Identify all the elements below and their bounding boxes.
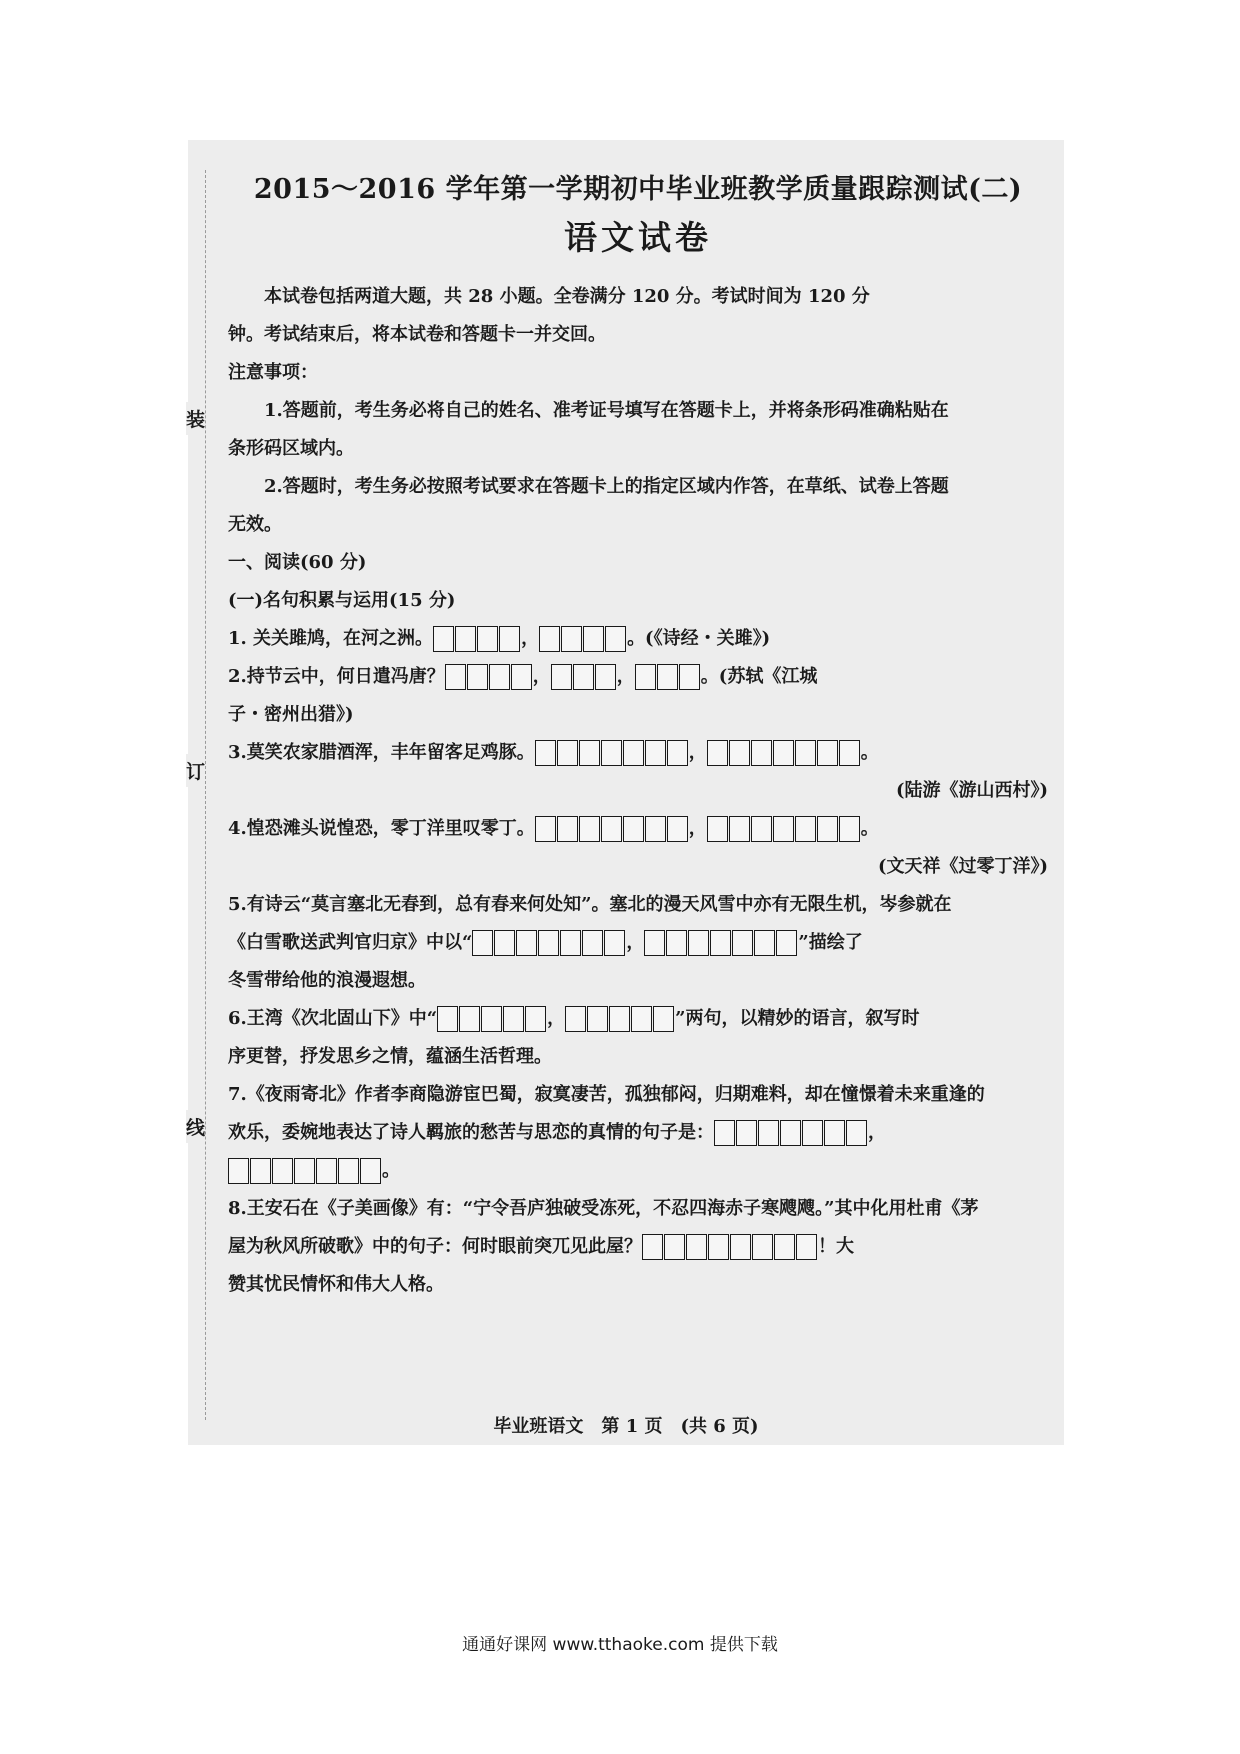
answer-box[interactable] bbox=[481, 1006, 502, 1032]
intro-line-2: 钟。考试结束后，将本试卷和答题卡一并交回。 bbox=[228, 324, 606, 345]
answer-box[interactable] bbox=[802, 1120, 823, 1146]
answer-box[interactable] bbox=[710, 930, 731, 956]
binding-mark-ding: 订 bbox=[186, 754, 205, 787]
answer-box[interactable] bbox=[839, 740, 860, 766]
answer-box[interactable] bbox=[316, 1158, 337, 1184]
notice-label: 注意事项： bbox=[228, 362, 318, 383]
rule-1-line-1: 1.答题前，考生务必将自己的姓名、准考证号填写在答题卡上，并将条形码准确粘贴在 bbox=[264, 400, 949, 421]
answer-box[interactable] bbox=[729, 816, 750, 842]
answer-box[interactable] bbox=[776, 930, 797, 956]
q4-source: (文天祥《过零丁洋》) bbox=[877, 856, 1048, 877]
q3-source: (陆游《游山西村》) bbox=[895, 780, 1048, 801]
answer-box[interactable] bbox=[511, 664, 532, 690]
answer-box[interactable] bbox=[579, 740, 600, 766]
answer-blank-group[interactable] bbox=[642, 1228, 818, 1266]
answer-box[interactable] bbox=[551, 664, 572, 690]
question-3 bbox=[228, 734, 1048, 772]
answer-box[interactable] bbox=[573, 664, 594, 690]
answer-box[interactable] bbox=[824, 1120, 845, 1146]
answer-box[interactable] bbox=[773, 740, 794, 766]
answer-box[interactable] bbox=[601, 740, 622, 766]
q4-text: 4.惶恐滩头说惶恐，零丁洋里叹零丁。 bbox=[228, 818, 535, 839]
q3-end: 。 bbox=[860, 742, 879, 763]
answer-box[interactable] bbox=[707, 740, 728, 766]
page-footer: 毕业班语文 第 1 页 (共 6 页) bbox=[493, 1416, 759, 1437]
section-heading: 一、阅读(60 分) bbox=[228, 552, 367, 573]
answer-box[interactable] bbox=[582, 930, 603, 956]
rule-1-line-2: 条形码区域内。 bbox=[228, 438, 354, 459]
question-4 bbox=[228, 810, 1048, 848]
answer-box[interactable] bbox=[459, 1006, 480, 1032]
q6-text: 6.王湾《次北固山下》中“ bbox=[228, 1008, 438, 1029]
answer-box[interactable] bbox=[535, 816, 556, 842]
answer-box[interactable] bbox=[635, 664, 656, 690]
answer-box[interactable] bbox=[795, 816, 816, 842]
question-5-line-3: 冬雪带给他的浪漫遐想。 bbox=[228, 970, 426, 991]
answer-box[interactable] bbox=[605, 626, 626, 652]
answer-box[interactable] bbox=[666, 930, 687, 956]
answer-box[interactable] bbox=[623, 816, 644, 842]
q7-sep: ， bbox=[868, 1122, 886, 1143]
q7-end: 。 bbox=[382, 1160, 400, 1181]
answer-blank-group[interactable] bbox=[535, 810, 689, 848]
q3-sep: ， bbox=[688, 742, 707, 763]
answer-box[interactable] bbox=[601, 816, 622, 842]
answer-box[interactable] bbox=[752, 1234, 773, 1260]
answer-blank-group[interactable] bbox=[228, 1152, 382, 1190]
answer-box[interactable] bbox=[645, 816, 666, 842]
answer-box[interactable] bbox=[445, 664, 466, 690]
answer-box[interactable] bbox=[595, 664, 616, 690]
answer-box[interactable] bbox=[539, 626, 560, 652]
answer-box[interactable] bbox=[667, 816, 688, 842]
answer-blank-group[interactable] bbox=[714, 1114, 868, 1152]
question-7-line-3 bbox=[228, 1152, 1048, 1190]
answer-box[interactable] bbox=[561, 626, 582, 652]
q1-sep: ， bbox=[521, 628, 540, 649]
intro-line-1: 本试卷包括两道大题，共 28 小题。全卷满分 120 分。考试时间为 120 分 bbox=[264, 286, 870, 307]
answer-box[interactable] bbox=[773, 816, 794, 842]
answer-box[interactable] bbox=[644, 930, 665, 956]
q5-end: ”描绘了 bbox=[798, 932, 863, 953]
answer-box[interactable] bbox=[642, 1234, 663, 1260]
answer-box[interactable] bbox=[609, 1006, 630, 1032]
q5-text: 《白雪歌送武判官归京》中以“ bbox=[228, 932, 473, 953]
q2-sep: ， bbox=[616, 666, 635, 687]
question-7-line-2 bbox=[228, 1114, 1048, 1152]
q2-sep: ， bbox=[532, 666, 551, 687]
answer-box[interactable] bbox=[467, 664, 488, 690]
answer-box[interactable] bbox=[736, 1120, 757, 1146]
answer-box[interactable] bbox=[250, 1158, 271, 1184]
q5-sep: ， bbox=[626, 932, 645, 953]
answer-box[interactable] bbox=[754, 930, 775, 956]
question-8-line-2 bbox=[228, 1228, 1048, 1266]
answer-box[interactable] bbox=[758, 1120, 779, 1146]
answer-box[interactable] bbox=[774, 1234, 795, 1260]
answer-box[interactable] bbox=[433, 626, 454, 652]
answer-box[interactable] bbox=[538, 930, 559, 956]
q6-end: ”两句，以精妙的语言，叙写时 bbox=[675, 1008, 920, 1029]
answer-blank-group[interactable] bbox=[635, 658, 701, 696]
answer-box[interactable] bbox=[455, 626, 476, 652]
answer-box[interactable] bbox=[503, 1006, 524, 1032]
exam-title: 2015～2016 学年第一学期初中毕业班教学质量跟踪测试(二) bbox=[253, 174, 1023, 205]
answer-box[interactable] bbox=[645, 740, 666, 766]
question-7-line-1: 7.《夜雨寄北》作者李商隐游宦巴蜀，寂寞凄苦，孤独郁闷，归期难料，却在憧憬着未来重逢的 bbox=[228, 1084, 985, 1105]
answer-blank-group[interactable] bbox=[472, 924, 626, 962]
exam-subtitle: 语文试卷 bbox=[564, 218, 712, 257]
answer-box[interactable] bbox=[657, 664, 678, 690]
answer-box[interactable] bbox=[839, 816, 860, 842]
answer-box[interactable] bbox=[714, 1120, 735, 1146]
answer-box[interactable] bbox=[653, 1006, 674, 1032]
question-6-line-2: 序更替，抒发思乡之情，蕴涵生活哲理。 bbox=[228, 1046, 552, 1067]
answer-box[interactable] bbox=[664, 1234, 685, 1260]
answer-blank-group[interactable] bbox=[565, 1000, 675, 1038]
answer-box[interactable] bbox=[796, 1234, 817, 1260]
answer-box[interactable] bbox=[338, 1158, 359, 1184]
q4-end: 。 bbox=[860, 818, 879, 839]
question-5-line-1: 5.有诗云“莫言塞北无春到，总有春来何处知”。塞北的漫天风雪中亦有无限生机，岑参就在 bbox=[228, 894, 952, 915]
answer-box[interactable] bbox=[795, 740, 816, 766]
answer-blank-group[interactable] bbox=[437, 1000, 547, 1038]
q2-line-2: 子・密州出猎》) bbox=[228, 704, 354, 725]
answer-box[interactable] bbox=[751, 740, 772, 766]
q2-text: 2.持节云中，何日遣冯唐？ bbox=[228, 666, 445, 687]
answer-box[interactable] bbox=[583, 626, 604, 652]
q7-text: 欢乐，委婉地表达了诗人羁旅的愁苦与思恋的真情的句子是： bbox=[228, 1122, 714, 1143]
answer-blank-group[interactable] bbox=[644, 924, 798, 962]
q8-end: ！大 bbox=[818, 1236, 854, 1257]
answer-box[interactable] bbox=[489, 664, 510, 690]
q2-source: 。(苏轼《江城 bbox=[700, 666, 818, 687]
answer-box[interactable] bbox=[688, 930, 709, 956]
answer-box[interactable] bbox=[557, 816, 578, 842]
part-heading: (一)名句积累与运用(15 分) bbox=[228, 590, 456, 611]
answer-box[interactable] bbox=[579, 816, 600, 842]
answer-box[interactable] bbox=[817, 740, 838, 766]
answer-box[interactable] bbox=[631, 1006, 652, 1032]
q1-text: 1. 关关雎鸠，在河之洲。 bbox=[228, 628, 434, 649]
answer-box[interactable] bbox=[437, 1006, 458, 1032]
answer-box[interactable] bbox=[623, 740, 644, 766]
answer-box[interactable] bbox=[732, 930, 753, 956]
answer-box[interactable] bbox=[667, 740, 688, 766]
answer-blank-group[interactable] bbox=[539, 620, 627, 658]
download-source-line: 通通好课网 www.tthaoke.com 提供下载 bbox=[462, 1635, 778, 1655]
answer-box[interactable] bbox=[557, 740, 578, 766]
answer-box[interactable] bbox=[472, 930, 493, 956]
answer-blank-group[interactable] bbox=[707, 810, 861, 848]
answer-box[interactable] bbox=[730, 1234, 751, 1260]
answer-box[interactable] bbox=[499, 626, 520, 652]
question-8-line-3: 赞其忧民情怀和伟大人格。 bbox=[228, 1274, 444, 1295]
answer-box[interactable] bbox=[477, 626, 498, 652]
answer-box[interactable] bbox=[560, 930, 581, 956]
question-2 bbox=[228, 658, 1048, 696]
answer-blank-group[interactable] bbox=[535, 734, 689, 772]
exam-content bbox=[228, 172, 1048, 1304]
q6-sep: ， bbox=[547, 1008, 566, 1029]
answer-box[interactable] bbox=[535, 740, 556, 766]
answer-box[interactable] bbox=[679, 664, 700, 690]
answer-box[interactable] bbox=[494, 930, 515, 956]
q3-text: 3.莫笑农家腊酒浑，丰年留客足鸡豚。 bbox=[228, 742, 535, 763]
answer-box[interactable] bbox=[604, 930, 625, 956]
answer-box[interactable] bbox=[707, 816, 728, 842]
q8-text: 屋为秋风所破歌》中的句子：何时眼前突兀见此屋？ bbox=[228, 1236, 642, 1257]
answer-box[interactable] bbox=[525, 1006, 546, 1032]
binding-line bbox=[205, 170, 206, 1420]
answer-box[interactable] bbox=[751, 816, 772, 842]
answer-blank-group[interactable] bbox=[433, 620, 521, 658]
q1-source: 。(《诗经・关雎》) bbox=[627, 628, 771, 649]
rule-2-line-1: 2.答题时，考生务必按照考试要求在答题卡上的指定区域内作答，在草纸、试卷上答题 bbox=[264, 476, 949, 497]
question-6 bbox=[228, 1000, 1048, 1038]
answer-box[interactable] bbox=[565, 1006, 586, 1032]
answer-box[interactable] bbox=[708, 1234, 729, 1260]
answer-box[interactable] bbox=[817, 816, 838, 842]
answer-blank-group[interactable] bbox=[707, 734, 861, 772]
answer-box[interactable] bbox=[846, 1120, 867, 1146]
answer-box[interactable] bbox=[272, 1158, 293, 1184]
question-8-line-1: 8.王安石在《子美画像》有：“宁令吾庐独破受冻死，不忍四海赤子寒飕飕。”其中化用杜甫《茅 bbox=[228, 1198, 979, 1219]
answer-box[interactable] bbox=[516, 930, 537, 956]
answer-box[interactable] bbox=[780, 1120, 801, 1146]
answer-box[interactable] bbox=[294, 1158, 315, 1184]
rule-2-line-2: 无效。 bbox=[228, 514, 282, 535]
answer-box[interactable] bbox=[228, 1158, 249, 1184]
answer-blank-group[interactable] bbox=[551, 658, 617, 696]
answer-box[interactable] bbox=[729, 740, 750, 766]
question-5-line-2 bbox=[228, 924, 1048, 962]
answer-box[interactable] bbox=[360, 1158, 381, 1184]
binding-mark-xian: 线 bbox=[186, 1110, 205, 1143]
binding-mark-zhuang: 装 bbox=[186, 402, 205, 435]
q4-sep: ， bbox=[688, 818, 707, 839]
answer-blank-group[interactable] bbox=[445, 658, 533, 696]
answer-box[interactable] bbox=[686, 1234, 707, 1260]
answer-box[interactable] bbox=[587, 1006, 608, 1032]
question-1 bbox=[228, 620, 1048, 658]
